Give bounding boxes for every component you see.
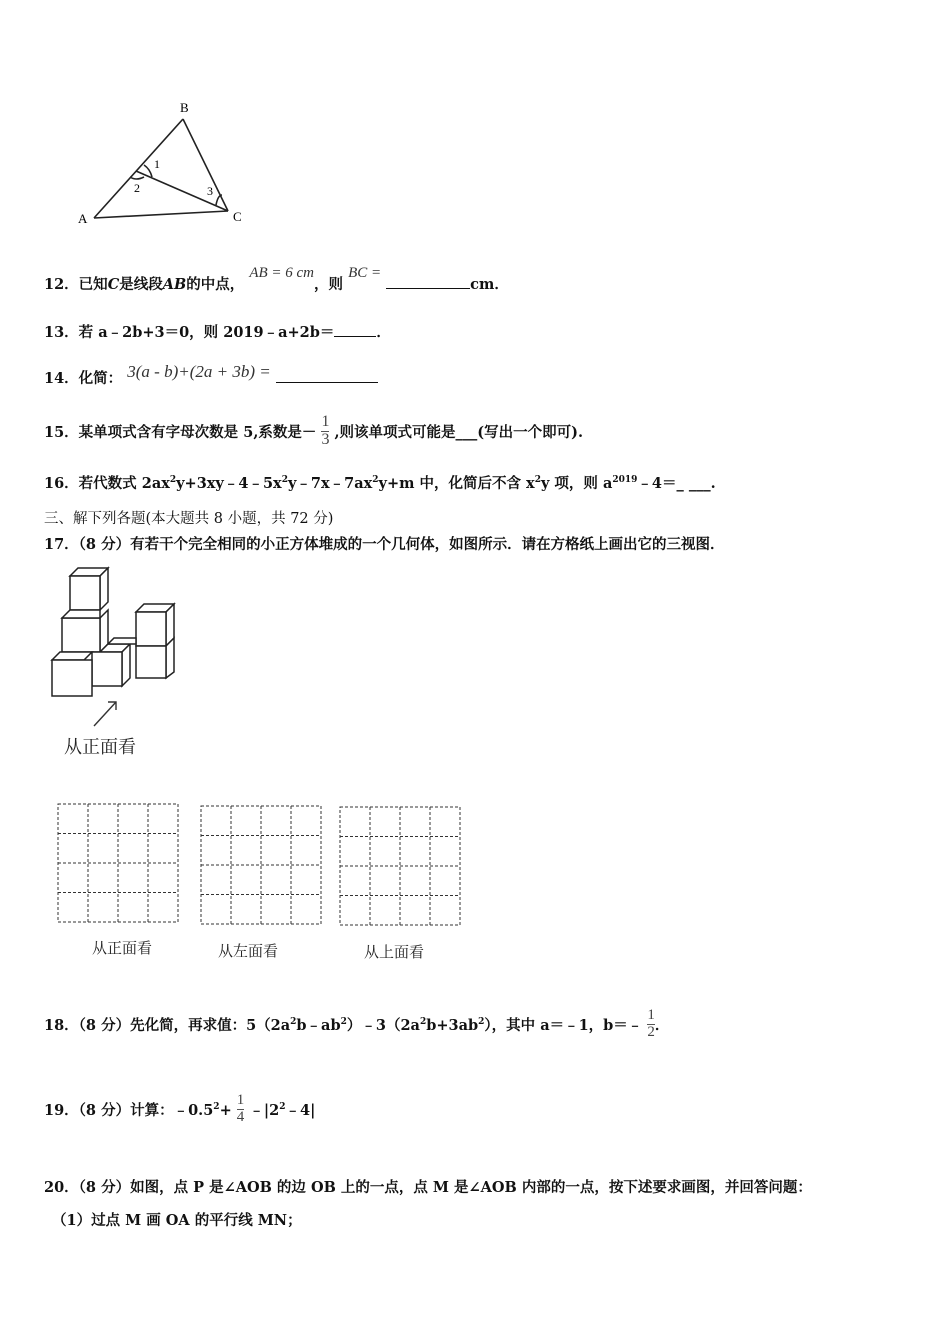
grid-paper-front xyxy=(57,803,181,925)
side-bc xyxy=(183,119,228,211)
question-20-part-1: （1）过点 M 画 OA 的平行线 MN； xyxy=(52,1212,302,1229)
triangle-figure xyxy=(70,95,285,235)
vertex-label-b: B xyxy=(180,100,189,115)
fraction-one-third: $\frac{1}{3}$ xyxy=(321,413,330,448)
side-ab xyxy=(94,119,183,218)
q12-ab-equation: AB = 6 cm xyxy=(249,265,314,281)
question-16: 16．若代数式 $2ax^2y+3xy﹣4﹣5x^2y﹣7x﹣7ax^2y+m$ 中，化简后不含 $x^2y$ 项，则 $a^{2019}﹣4=\_$ ___. xyxy=(44,475,716,492)
angle-label-1: 1 xyxy=(154,157,160,171)
fraction-one-quarter: $\frac{1}{4}$ xyxy=(236,1092,245,1125)
question-18: 18．（8 分）先化简，再求值：$5(2a^2b﹣ab^2)﹣3(2a^2b+3ab^2)$，其中 a＝﹣1，b＝﹣ $\frac{1}{2}$ ． xyxy=(44,1007,670,1040)
angle-label-2: 2 xyxy=(134,181,140,195)
fraction-one-half: $\frac{1}{2}$ xyxy=(647,1007,655,1040)
question-17: 17．（8 分）有若干个完全相同的小正方体堆成的一个几何体，如图所示．请在方格纸上画出它的三视图． xyxy=(44,536,725,553)
answer-blank-14 xyxy=(276,382,378,383)
question-13: 13．若 a﹣2b+3＝0，则 2019﹣a+2b＝ ． xyxy=(44,324,391,341)
cube-stack-figure xyxy=(40,560,190,730)
front-view-arrow-label: 从正面看 xyxy=(64,737,136,758)
question-15: 15．某单项式含有字母次数是 5,系数是－ $\frac{1}{3}$ ,则该单项式可能是___(写出一个即可). xyxy=(44,413,584,448)
vertex-label-a: A xyxy=(78,211,88,226)
answer-blank-13 xyxy=(334,336,376,337)
vertex-label-c: C xyxy=(233,209,242,224)
grid-label-top: 从上面看 xyxy=(364,943,425,961)
q14-expression: 3(a - b)+(2a + 3b) = xyxy=(127,362,271,381)
section-heading: 三、解下列各题(本大题共 8 小题，共 72 分) xyxy=(44,511,334,527)
question-12: 12．已知C是线段AB的中点， AB = 6 cm，则 BC = cm． xyxy=(44,265,509,293)
angle-label-3: 3 xyxy=(207,184,213,198)
grid-paper-top xyxy=(339,806,463,928)
answer-blank-12 xyxy=(386,288,470,289)
grid-label-left: 从左面看 xyxy=(218,942,279,960)
question-20: 20．（8 分）如图，点 P 是∠AOB 的边 OB 上的一点，点 M 是∠AOB 内部的一点，按下述要求画图，并回答问题： xyxy=(44,1179,812,1196)
angle-arc-2 xyxy=(130,177,144,179)
segment-bisector xyxy=(136,171,228,211)
grid-paper-left xyxy=(200,805,324,927)
question-14: 14．化简： 3(a - b)+(2a + 3b) = xyxy=(44,367,378,388)
grid-label-front: 从正面看 xyxy=(92,939,153,957)
question-19: 19．（8 分）计算：$﹣0.5^2+$ $\frac{1}{4}$ $﹣|2^2﹣4|$ xyxy=(44,1092,316,1125)
view-arrow xyxy=(94,702,116,726)
q12-bc-equation: BC = xyxy=(348,265,382,281)
side-ac xyxy=(94,211,228,218)
